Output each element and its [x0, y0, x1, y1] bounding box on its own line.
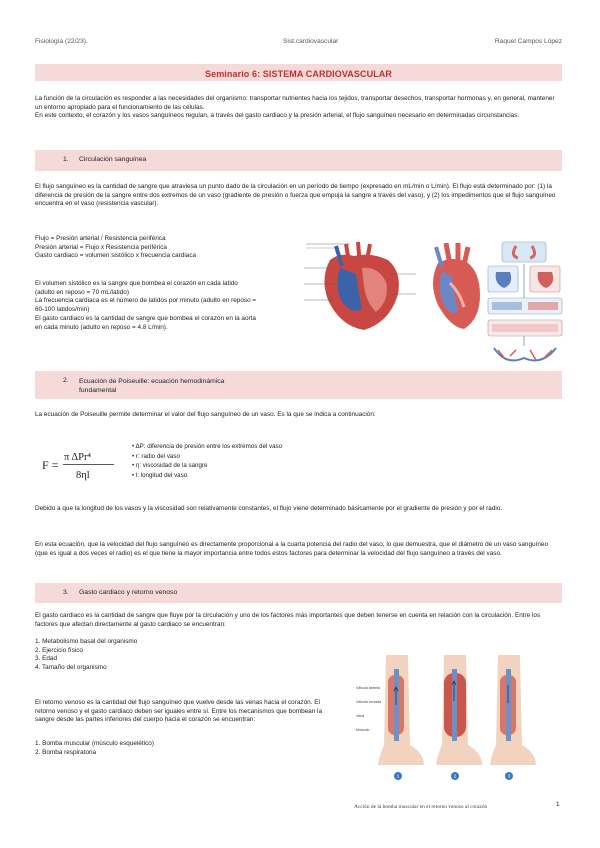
section-1-title: Circulación sanguínea	[79, 156, 147, 163]
leg-2	[436, 655, 482, 765]
factor-item: 3. Edad	[35, 655, 58, 663]
section-2-number: 2.	[63, 377, 69, 384]
document-title-bar	[35, 64, 562, 81]
poiseuille-variables-list	[132, 442, 282, 480]
document-title: Seminario 6: SISTEMA CARDIOVASCULAR	[204, 69, 393, 79]
step-number: 3	[507, 773, 511, 779]
section-3-heading	[35, 583, 562, 603]
equation-cardiac-output: Gasto cardiaco = volumen sistólico x frecuencia cardiaca	[35, 252, 197, 260]
muscle-pump-figure	[354, 655, 554, 788]
section-3-title: Gasto cardiaco y retorno venoso	[79, 589, 178, 596]
step-number: 2	[453, 773, 457, 779]
section-3-text-1: El gasto cardiaco es la cantidad de sangre que fluye por la circulación y uno de los factores más importantes que deben tenerse en cuenta en relación con la circulación. Entre los factores que afectan directamente al gasto cardiaco se encuentran:	[35, 612, 541, 628]
poiseuille-formula	[42, 445, 122, 485]
section-2-intro-text: La ecuación de Poiseuille permite determinar el valor del flujo sanguíneo de un vaso. Es la que se indica a continuación:	[35, 411, 376, 418]
header-author: Raquel Campos López	[494, 38, 562, 45]
formula-lhs: F =	[42, 458, 59, 472]
intro-paragraph	[35, 95, 562, 121]
leg-3	[490, 655, 536, 765]
legs-label: Válvula cerrada	[356, 700, 381, 704]
page-header	[35, 38, 562, 48]
section-2-paragraph-2	[35, 541, 562, 558]
intro-text-2: En este contexto, el corazón y los vasos sanguíneos regulan, a través del gasto cardiaco y la presión arterial, el flujo sanguíneo necesario en determinadas circunstancias.	[35, 112, 520, 120]
section-1-heading	[35, 150, 562, 171]
variable-item: • r: radio del vaso	[132, 452, 282, 462]
section-2-text-1: Debido a que la longitud de los vasos y la viscosidad son relativamente constantes, el flujo viene determinado básicamente por el gradiente de presión y por el radio.	[35, 505, 503, 512]
section-2-heading	[35, 371, 562, 399]
section-1-flow-paragraph	[35, 183, 562, 209]
cardiac-output-factors-list	[35, 638, 235, 673]
equation-pressure: Presión arterial = Flujo x Resistencia periférica	[35, 243, 167, 251]
factor-item: 1. Metabolismo basal del organismo	[35, 638, 138, 645]
muscle-pump-caption: Acción de la bomba muscular en el retorno venoso al corazón	[354, 804, 488, 810]
intro-text-1: La función de la circulación es responder a las necesidades del organismo: transportar nutrientes hacia los tejidos, transportar desechos, transportar hormonas y, en general, mantener un entorno apropiado para el funcionamiento de las células.	[35, 95, 555, 111]
section-2-text-2: En esta ecuación, que la velocidad del flujo sanguíneo es directamente proporcional a la cuarta potencia del radio del vaso, lo que demuestra, que el diámetro de un vaso sanguíneo (que es igual a dos veces el radio) es el que tiene la mayor importancia entre todos estos factores para determinar la velocidad del flujo sanguíneo a través del vaso.	[35, 541, 549, 557]
section-1-equations	[35, 235, 280, 261]
section-1-flow-text: El flujo sanguíneo es la cantidad de sangre que atraviesa un punto dado de la circulación en un período de tiempo (expresado en mL/min o L/min). El flujo está determinado por: (1) la diferencia de presión de la sangre entre dos extremos de un vaso (gradiente de presión o fuerza que empuja la sangre a través del vaso), y (2) los impedimentos que el flujo sanguíneo encuentra en el vaso (resistencia vascular).	[35, 183, 556, 208]
variable-item: • ΔP: diferencia de presión entre los extremos del vaso	[132, 442, 282, 452]
variable-item: • l: longitud del vaso	[132, 471, 282, 481]
equation-flow: Flujo = Presión arterial / Resistencia periférica	[35, 235, 166, 242]
formula-numerator: π ΔPr⁴	[64, 452, 92, 463]
circulation-diagram-figure	[486, 240, 564, 370]
header-topic: Sist.cardiovascular	[283, 38, 339, 45]
page-number: 1	[556, 801, 560, 808]
definition-heart-rate: La frecuencia cardiaca es el número de latidos por minuto (adulto en reposo = 60-100 latidos/min)	[35, 297, 257, 314]
legs-label: Músculo	[356, 728, 370, 732]
mechanism-item: 2. Bomba respiratoria	[35, 748, 97, 756]
section-3-number: 3.	[63, 589, 69, 596]
heart-section-figure	[300, 238, 418, 336]
leg-1	[378, 655, 424, 765]
variable-item: • η: viscosidad de la sangre	[132, 461, 282, 471]
section-2-intro	[35, 411, 405, 420]
factor-item: 4. Tamaño del organismo	[35, 664, 107, 672]
definition-stroke-volume: El volumen sistólico es la sangre que bombea el corazón en cada latido (adulto en reposo = 70 mL/latido)	[35, 280, 238, 296]
step-number: 1	[396, 773, 400, 779]
header-course: Fisiología (22/23).	[35, 38, 88, 45]
legs-label: Válvula abierta	[356, 686, 380, 690]
factor-item: 2. Ejercicio físico	[35, 646, 83, 654]
section-2-paragraph-1	[35, 505, 562, 514]
section-3-text-2: El retorno venoso es la cantidad del flujo sanguíneo que vuelve desde las venas hacia el corazón. El retorno venoso y el gasto cardiaco deben ser iguales entre sí. Entre los mecanismos que bombean la sangre desde las partes inferiores del cuerpo hacia el corazón se encuentran:	[35, 699, 323, 724]
heart-external-figure	[424, 243, 484, 333]
venous-return-mechanisms-list	[35, 740, 235, 757]
section-2-title: Ecuación de Poiseuille: ecuación hemodinámica fundamental	[79, 378, 225, 394]
section-3-paragraph-1	[35, 612, 562, 629]
mechanism-item: 1. Bomba muscular (músculo esquelético)	[35, 740, 154, 747]
formula-denominator: 8ηl	[76, 470, 90, 481]
section-1-definitions	[35, 280, 257, 332]
section-3-paragraph-2	[35, 699, 335, 725]
legs-label: Vena	[356, 714, 365, 718]
definition-cardiac-output: El gasto cardiaco es la cantidad de sangre que bombea el corazón en la aorta en cada minuto (adulto en reposo = 4.8 L/min).	[35, 314, 256, 331]
section-1-number: 1.	[63, 156, 69, 163]
